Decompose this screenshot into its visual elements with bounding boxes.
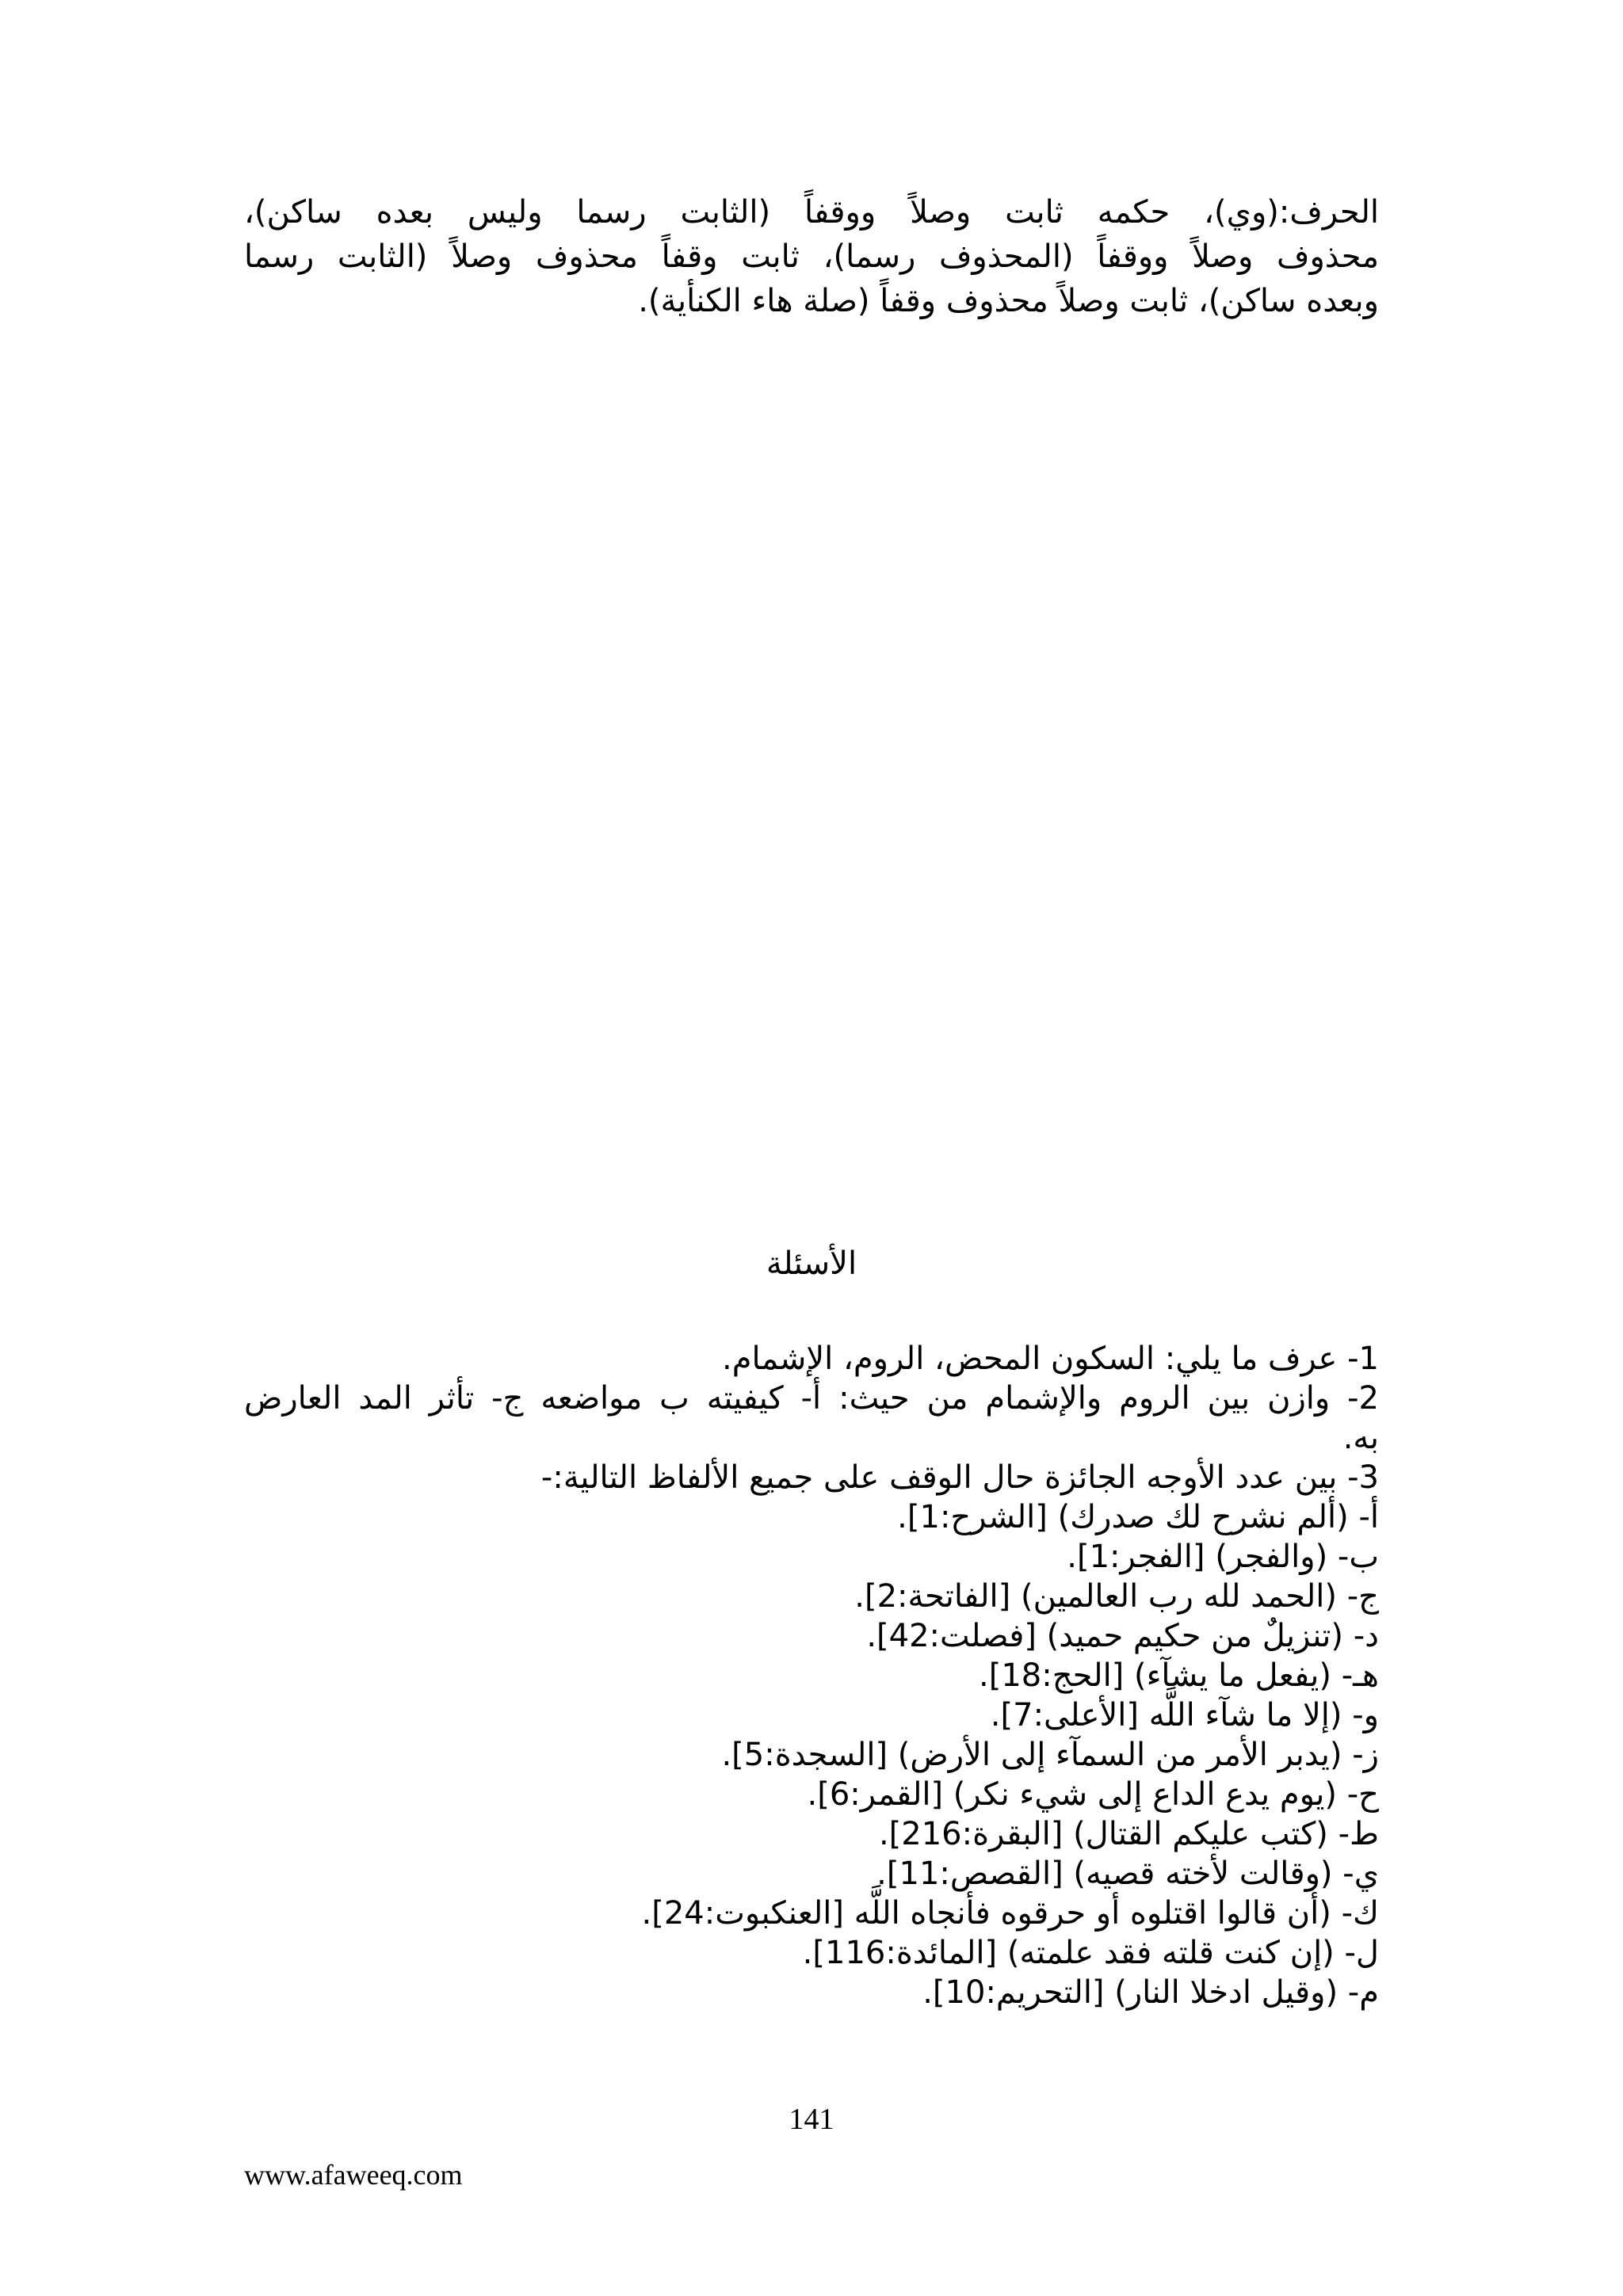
page-number: 141 [789,2103,834,2136]
website-link[interactable]: www.afaweeq.com [244,2159,463,2191]
questions-heading: الأسئلة [766,1245,857,1282]
question-3-item: ي- (وقالت لأخته قصيه) [القصص:11]. [876,1855,1379,1892]
question-3-item: أ- (ألم نشرح لك صدرك) [الشرح:1]. [897,1499,1379,1535]
question-2-line-1: 2- وازن بين الروم والإشمام من حيث: أ- كيفيته ب مواضعه ج- تأثر المد العارض [244,1380,1379,1417]
question-3-item: ل- (إن كنت قلته فقد علمته) [المائدة:116]. [802,1935,1379,1971]
intro-line: وبعده ساكن)، ثابت وصلاً محذوف وقفاً (صلة هاء الكنأية). [638,283,1379,319]
intro-line: الحرف:(وي)، حكمه ثابت وصلاً ووقفاً (الثابت رسما وليس بعده ساكن)، [244,194,1379,231]
question-3-item: م- (وقيل ادخلا النار) [التحريم:10]. [922,1974,1379,2011]
question-3-item: ك- (أن قالوا اقتلوه أو حرقوه فأنجاه اللَّه [العنكبوت:24]. [641,1895,1379,1932]
question-3-item: هـ- (يفعل ما يشآء) [الحج:18]. [979,1657,1379,1694]
question-2-line-2: به. [1342,1420,1379,1456]
question-3-item: ج- (الحمد لله رب العالمين) [الفاتحة:2]. [854,1578,1379,1615]
intro-line: محذوف وصلاً ووقفاً (المحذوف رسما)، ثابت وقفاً محذوف وصلاً (الثابت رسما [244,238,1379,275]
question-3-item: و- (إلا ما شآء اللَّه [الأعلى:7]. [990,1697,1379,1733]
question-3-item: ب- (والفجر) [الفجر:1]. [1067,1539,1379,1575]
question-3-item: ز- (يدبر الأمر من السمآء إلى الأرض) [السجدة:5]. [721,1737,1379,1773]
questions-list [244,1339,1379,2012]
intro-paragraph [244,190,1379,323]
question-3-item: د- (تنزيلٌ من حكيم حميد) [فصلت:42]. [866,1618,1379,1654]
question-3-item: ط- (كتب عليكم القتال) [البقرة:216]. [878,1816,1379,1852]
question-1: 1- عرف ما يلي: السكون المحض، الروم، الإشمام. [722,1341,1379,1377]
question-3: 3- بين عدد الأوجه الجائزة حال الوقف على جميع الألفاظ التالية:- [540,1459,1379,1496]
question-3-item: ح- (يوم يدع الداع إلى شيء نكر) [القمر:6]. [807,1776,1379,1813]
